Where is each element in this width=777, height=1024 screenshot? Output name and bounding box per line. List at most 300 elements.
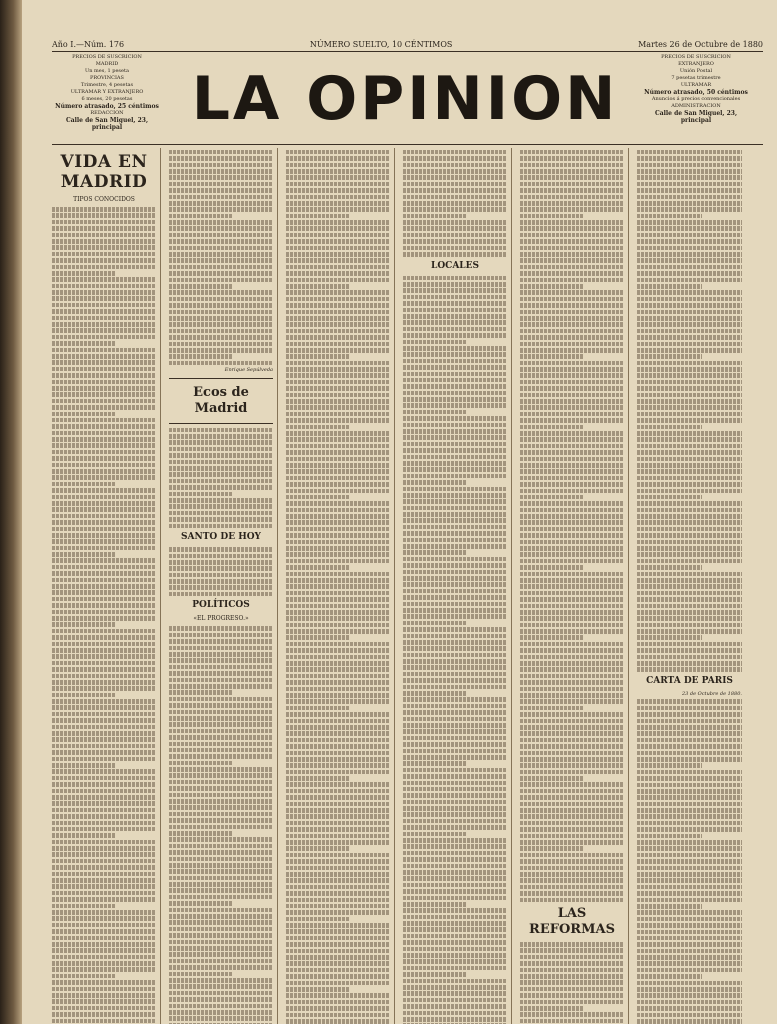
text-line: [403, 582, 507, 587]
text-line: [169, 579, 273, 584]
text-line: [403, 921, 507, 926]
text-line: [52, 993, 156, 998]
text-line: [169, 169, 273, 174]
text-line: [520, 233, 624, 238]
text-line: [52, 827, 156, 832]
heading-el-progreso: «EL PROGRESO.»: [193, 615, 249, 623]
text-line: [520, 367, 624, 372]
text-line: [286, 1013, 390, 1018]
text-line: [520, 578, 624, 583]
text-line: [520, 840, 624, 845]
text-line: [169, 857, 273, 862]
text-line: [637, 885, 742, 890]
text-line: [403, 819, 507, 824]
text-line: [52, 712, 156, 717]
text-line: [169, 271, 273, 276]
text-line: [52, 814, 156, 819]
text-line: [52, 533, 156, 538]
text-line: [286, 597, 390, 602]
text-line: [637, 866, 742, 871]
text-line: [520, 450, 624, 455]
text-line: [286, 559, 390, 564]
text-line: [637, 584, 742, 589]
text-line: [637, 936, 742, 941]
text-line: [52, 571, 156, 576]
text-line: [169, 965, 273, 970]
text-line: [169, 440, 273, 445]
text-line: [520, 514, 624, 519]
text-line: [520, 278, 624, 283]
text-line: [169, 671, 273, 676]
text-line: [169, 927, 273, 932]
body-text: [169, 428, 273, 528]
text-line: [286, 974, 390, 979]
text-line: [286, 348, 390, 353]
text-line: [637, 757, 742, 762]
text-line: [637, 597, 742, 602]
text-line: [169, 182, 273, 187]
text-line: [637, 987, 742, 992]
text-line: [286, 252, 390, 257]
text-line: [637, 303, 742, 308]
text-line: [637, 246, 742, 251]
text-line: [520, 220, 624, 225]
body-text: [52, 207, 156, 1024]
text-line: [286, 917, 350, 922]
text-line: [403, 276, 507, 281]
text-line: [403, 429, 507, 434]
text-line: [286, 182, 390, 187]
text-line: [286, 885, 390, 890]
text-line: [403, 327, 507, 332]
text-line: [286, 929, 390, 934]
text-line: [520, 968, 624, 973]
box-line: ULTRAMAR Y EXTRANJERO: [70, 89, 144, 95]
text-line: [403, 717, 507, 722]
text-line: [520, 629, 624, 634]
text-line: [52, 948, 156, 953]
letter-date: 23 de Octubre de 1880.: [681, 691, 742, 698]
text-line: [286, 674, 390, 679]
text-line: [52, 629, 156, 634]
text-line: [520, 648, 624, 653]
text-line: [286, 795, 390, 800]
text-line: [403, 851, 507, 856]
text-line: [286, 712, 390, 717]
ecos-box: [169, 378, 273, 424]
text-line: [286, 514, 390, 519]
text-line: [403, 455, 507, 460]
text-line: [52, 239, 156, 244]
text-line: [637, 661, 742, 666]
article-columns: [52, 148, 757, 1024]
box-line: MADRID: [95, 61, 119, 67]
text-line: [637, 386, 742, 391]
text-line: [286, 361, 390, 366]
text-line: [520, 616, 624, 621]
heading-tipos-conocidos: TIPOS CONOCIDOS: [73, 196, 135, 203]
text-line: [637, 284, 702, 289]
text-line: [520, 373, 624, 378]
text-line: [52, 763, 116, 768]
text-line: [403, 320, 507, 325]
text-line: [403, 1017, 507, 1022]
text-line: [286, 437, 390, 442]
text-line: [286, 840, 390, 845]
text-line: [637, 616, 742, 621]
text-line: [169, 329, 273, 334]
text-line: [520, 489, 624, 494]
text-line: [286, 310, 390, 315]
text-line: [286, 706, 350, 711]
text-line: [403, 781, 507, 786]
text-line: [169, 573, 273, 578]
text-line: [520, 776, 584, 781]
text-line: [286, 770, 390, 775]
text-line: [403, 314, 507, 319]
text-line: [52, 718, 156, 723]
text-line: [637, 169, 742, 174]
text-line: [169, 316, 273, 321]
text-line: [169, 290, 273, 295]
text-line: [169, 933, 273, 938]
text-line: [520, 201, 624, 206]
text-line: [52, 348, 156, 353]
text-line: [520, 175, 624, 180]
text-line: [286, 246, 390, 251]
text-line: [52, 392, 156, 397]
text-line: [637, 425, 702, 430]
text-line: [286, 380, 390, 385]
text-line: [637, 239, 742, 244]
heading-ecos-de-madrid: Ecos de Madrid: [193, 384, 249, 416]
text-line: [52, 527, 156, 532]
text-line: [403, 226, 507, 231]
text-line: [520, 814, 624, 819]
text-line: [403, 391, 507, 396]
text-line: [286, 789, 390, 794]
text-line: [52, 674, 156, 679]
text-line: [637, 904, 702, 909]
text-line: [169, 646, 273, 651]
text-line: [637, 418, 742, 423]
text-line: [286, 195, 390, 200]
text-line: [169, 703, 273, 708]
text-line: [520, 399, 624, 404]
text-line: [403, 966, 507, 971]
text-line: [520, 1000, 624, 1005]
text-line: [520, 763, 624, 768]
text-line: [52, 277, 156, 282]
text-line: [52, 808, 156, 813]
text-line: [52, 341, 116, 346]
text-line: [169, 799, 273, 804]
text-line: [286, 719, 390, 724]
text-line: [52, 929, 156, 934]
text-line: [52, 328, 156, 333]
text-line: [52, 584, 156, 589]
text-line: [520, 987, 624, 992]
text-line: [169, 831, 233, 836]
text-line: [286, 175, 390, 180]
text-line: [637, 802, 742, 807]
text-line: [520, 584, 624, 589]
text-line: [520, 335, 624, 340]
text-line: [403, 768, 507, 773]
text-line: [403, 627, 507, 632]
text-line: [52, 546, 156, 551]
text-line: [637, 834, 702, 839]
text-line: [286, 834, 390, 839]
text-line: [286, 303, 390, 308]
text-line: [520, 866, 624, 871]
text-line: [169, 560, 273, 565]
text-line: [520, 246, 624, 251]
book-spine: [0, 0, 22, 1024]
text-line: [637, 591, 742, 596]
text-line: [169, 780, 273, 785]
text-line: [403, 480, 467, 485]
text-line: [637, 431, 742, 436]
text-line: [286, 648, 390, 653]
text-line: [403, 201, 507, 206]
text-line: [403, 333, 507, 338]
text-line: [637, 565, 702, 570]
text-line: [169, 246, 273, 251]
text-line: [403, 953, 507, 958]
text-line: [403, 991, 507, 996]
text-line: [169, 952, 273, 957]
text-line: [520, 482, 624, 487]
text-line: [52, 463, 156, 468]
text-line: [637, 1000, 742, 1005]
text-line: [169, 812, 273, 817]
text-line: [520, 565, 584, 570]
text-line: [52, 852, 156, 857]
text-line: [403, 531, 507, 536]
text-line: [169, 322, 273, 327]
text-line: [403, 870, 507, 875]
text-line: [403, 288, 507, 293]
text-line: [286, 853, 390, 858]
text-line: [637, 405, 742, 410]
text-line: [169, 201, 273, 206]
heading-vida-en-madrid: VIDA EN MADRID: [60, 152, 148, 192]
text-line: [52, 558, 156, 563]
text-line: [637, 917, 742, 922]
text-line: [286, 866, 390, 871]
text-line: [520, 437, 624, 442]
text-line: [520, 827, 624, 832]
text-line: [403, 634, 507, 639]
text-line: [169, 447, 273, 452]
text-line: [52, 252, 156, 257]
text-line: [637, 610, 742, 615]
text-line: [637, 910, 742, 915]
text-line: [52, 923, 156, 928]
text-line: [52, 424, 156, 429]
text-line: [637, 993, 742, 998]
text-line: [52, 495, 156, 500]
text-line: [52, 1012, 156, 1017]
text-line: [520, 508, 624, 513]
text-line: [169, 901, 233, 906]
text-line: [52, 840, 156, 845]
text-line: [403, 857, 507, 862]
text-line: [637, 949, 742, 954]
text-line: [637, 214, 702, 219]
text-line: [286, 757, 390, 762]
text-line: [403, 442, 507, 447]
text-line: [286, 846, 350, 851]
text-line: [637, 1019, 742, 1024]
text-line: [637, 974, 702, 979]
text-line: [520, 655, 624, 660]
text-line: [286, 667, 390, 672]
text-line: [52, 552, 116, 557]
text-line: [52, 942, 156, 947]
text-line: [52, 226, 156, 231]
text-line: [637, 258, 742, 263]
text-line: [520, 821, 624, 826]
text-line: [403, 435, 507, 440]
text-line: [52, 642, 156, 647]
text-line: [286, 981, 390, 986]
text-line: [286, 418, 390, 423]
text-line: [286, 738, 390, 743]
text-line: [637, 182, 742, 187]
text-line: [286, 565, 350, 570]
heading-carta-de-paris: CARTA DE PARIS: [646, 676, 733, 687]
text-line: [520, 974, 624, 979]
text-line: [52, 233, 156, 238]
text-line: [637, 195, 742, 200]
text-line: [286, 412, 390, 417]
text-line: [637, 495, 702, 500]
text-line: [286, 635, 350, 640]
text-line: [637, 981, 742, 986]
text-line: [403, 678, 507, 683]
heading-las-reformas: LAS REFORMAS: [529, 906, 615, 938]
text-line: [637, 719, 742, 724]
text-line: [52, 590, 156, 595]
text-line: [286, 399, 390, 404]
text-line: [52, 750, 156, 755]
text-line: [169, 876, 273, 881]
text-line: [286, 284, 350, 289]
text-line: [169, 665, 273, 670]
text-line: [520, 878, 624, 883]
text-line: [403, 908, 507, 913]
text-line: [52, 431, 156, 436]
text-line: [403, 1011, 507, 1016]
text-line: [403, 372, 507, 377]
text-line: [52, 884, 156, 889]
text-line: [286, 335, 390, 340]
text-line: [169, 511, 273, 516]
text-line: [403, 156, 507, 161]
text-line: [286, 993, 390, 998]
text-line: [286, 776, 350, 781]
text-line: [52, 910, 156, 915]
text-line: [520, 757, 624, 762]
text-line: [169, 342, 273, 347]
text-line: [169, 156, 273, 161]
text-line: [520, 546, 624, 551]
text-line: [169, 554, 273, 559]
text-line: [403, 825, 507, 830]
text-line: [286, 207, 390, 212]
body-text: [637, 699, 742, 1024]
text-line: [52, 386, 156, 391]
text-line: [52, 661, 156, 666]
text-line: [286, 373, 390, 378]
text-line: [52, 603, 156, 608]
text-line: [52, 501, 156, 506]
text-line: [403, 301, 507, 306]
text-line: [637, 437, 742, 442]
text-line: [52, 795, 156, 800]
text-line: [286, 955, 390, 960]
text-line: [403, 621, 467, 626]
text-line: [52, 789, 156, 794]
box-line: Número atrasado, 50 céntimos: [644, 89, 748, 96]
text-line: [286, 859, 390, 864]
text-line: [403, 838, 507, 843]
text-line: [403, 812, 507, 817]
text-line: [169, 716, 273, 721]
text-line: [169, 517, 273, 522]
text-line: [286, 405, 390, 410]
text-line: [637, 878, 742, 883]
text-line: [286, 367, 390, 372]
text-line: [520, 572, 624, 577]
text-line: [637, 859, 742, 864]
text-line: [520, 872, 624, 877]
text-line: [520, 207, 624, 212]
text-line: [169, 997, 273, 1002]
text-line: [637, 207, 742, 212]
box-line: Anuncios á precios convencionales: [651, 96, 741, 102]
text-line: [286, 827, 390, 832]
text-line: [169, 150, 273, 155]
text-line: [286, 910, 390, 915]
text-line: [403, 410, 467, 415]
text-line: [637, 629, 742, 634]
text-line: [637, 297, 742, 302]
text-line: [403, 365, 507, 370]
text-line: [637, 367, 742, 372]
text-line: [520, 635, 584, 640]
text-line: [403, 423, 507, 428]
text-line: [403, 448, 507, 453]
text-line: [286, 808, 390, 813]
text-line: [637, 546, 742, 551]
text-line: [286, 476, 390, 481]
box-line: 7 pesetas trimestre: [671, 75, 721, 81]
text-line: [286, 878, 390, 883]
text-line: [520, 463, 624, 468]
text-line: [286, 316, 390, 321]
text-line: [403, 220, 507, 225]
text-line: [637, 1013, 742, 1018]
text-line: [286, 495, 350, 500]
text-line: [520, 239, 624, 244]
text-line: [520, 802, 624, 807]
text-line: [403, 493, 507, 498]
text-line: [637, 201, 742, 206]
text-line: [520, 226, 624, 231]
